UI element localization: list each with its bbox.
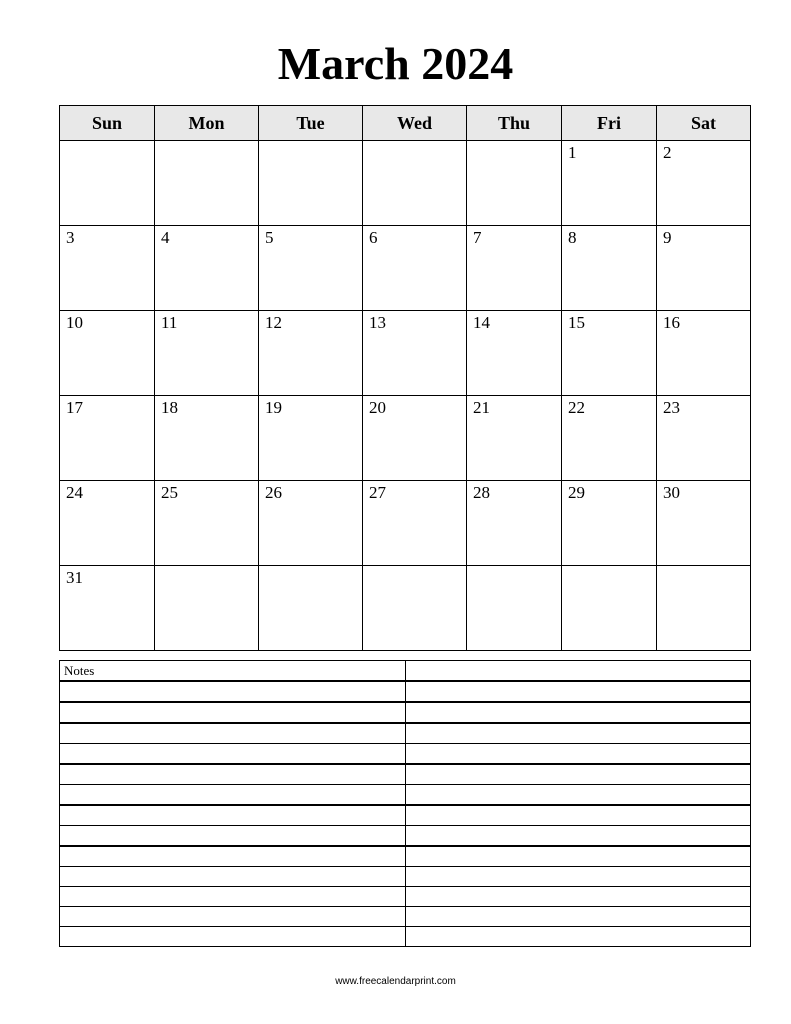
day-cell: [259, 141, 363, 226]
week-row: [60, 566, 751, 651]
day-cell: [363, 566, 467, 651]
notes-line: [406, 661, 751, 682]
day-cell: 15: [562, 311, 657, 396]
day-cell: [562, 566, 657, 651]
notes-line: [60, 764, 406, 785]
day-cell: 2: [657, 141, 751, 226]
notes-row: [60, 867, 751, 887]
day-cell: 5: [259, 226, 363, 311]
day-cell: 23: [657, 396, 751, 481]
day-cell: [657, 566, 751, 651]
week-row: [60, 481, 751, 566]
day-cell: 17: [60, 396, 155, 481]
week-row: [60, 226, 751, 311]
day-cell: 28: [467, 481, 562, 566]
notes-row: [60, 723, 751, 744]
week-row: [60, 311, 751, 396]
weekday-header: Fri: [562, 106, 657, 141]
day-cell: [467, 141, 562, 226]
notes-row: [60, 907, 751, 927]
day-cell: 11: [155, 311, 259, 396]
notes-line: [406, 702, 751, 723]
day-cell: 31: [60, 566, 155, 651]
day-cell: 25: [155, 481, 259, 566]
notes-row: [60, 702, 751, 723]
notes-line: [60, 846, 406, 867]
notes-row: [60, 805, 751, 826]
day-cell: 19: [259, 396, 363, 481]
notes-row: [60, 826, 751, 847]
notes-row: [60, 681, 751, 702]
weekday-header: Sun: [60, 106, 155, 141]
notes-line: [60, 887, 406, 907]
day-cell: 29: [562, 481, 657, 566]
day-cell: 16: [657, 311, 751, 396]
weekday-header: Wed: [363, 106, 467, 141]
notes-line: [406, 927, 751, 947]
day-cell: 12: [259, 311, 363, 396]
notes-line: [406, 826, 751, 847]
notes-line: [60, 826, 406, 847]
day-cell: 14: [467, 311, 562, 396]
day-cell: 13: [363, 311, 467, 396]
day-cell: 21: [467, 396, 562, 481]
day-cell: [259, 566, 363, 651]
day-cell: [467, 566, 562, 651]
day-cell: 24: [60, 481, 155, 566]
notes-line: [60, 927, 406, 947]
notes-line: [60, 907, 406, 927]
day-cell: 26: [259, 481, 363, 566]
day-cell: 27: [363, 481, 467, 566]
notes-line: [406, 785, 751, 806]
footer-url: www.freecalendarprint.com: [335, 976, 456, 987]
day-cell: 6: [363, 226, 467, 311]
day-cell: 22: [562, 396, 657, 481]
notes-row: [60, 744, 751, 765]
calendar-grid: [59, 105, 751, 651]
notes-line: [406, 744, 751, 765]
notes-row: [60, 764, 751, 785]
notes-row: [60, 846, 751, 867]
notes-line: [406, 867, 751, 887]
weekday-header: Sat: [657, 106, 751, 141]
day-cell: 18: [155, 396, 259, 481]
notes-table: [59, 660, 751, 947]
day-cell: 8: [562, 226, 657, 311]
notes-line: [406, 907, 751, 927]
day-cell: 20: [363, 396, 467, 481]
notes-line: [406, 681, 751, 702]
day-cell: [363, 141, 467, 226]
day-cell: 3: [60, 226, 155, 311]
day-cell: [155, 141, 259, 226]
day-cell: 10: [60, 311, 155, 396]
weekday-header: Thu: [467, 106, 562, 141]
notes-line: [60, 681, 406, 702]
notes-row: [60, 785, 751, 806]
notes-row: [60, 887, 751, 907]
notes-row: [60, 927, 751, 947]
day-cell: 1: [562, 141, 657, 226]
day-cell: 9: [657, 226, 751, 311]
notes-line: [60, 805, 406, 826]
weekday-header: Tue: [259, 106, 363, 141]
notes-line: [60, 723, 406, 744]
day-cell: [155, 566, 259, 651]
notes-line: [60, 867, 406, 887]
weekday-header: Mon: [155, 106, 259, 141]
notes-label: Notes: [60, 661, 406, 682]
day-cell: [60, 141, 155, 226]
notes-line: [406, 764, 751, 785]
weekday-header-row: [60, 106, 751, 141]
notes-line: [406, 723, 751, 744]
notes-line: [60, 785, 406, 806]
day-cell: 4: [155, 226, 259, 311]
notes-line: [406, 887, 751, 907]
notes-line: [406, 805, 751, 826]
notes-line: [60, 702, 406, 723]
notes-line: [406, 846, 751, 867]
notes-line: [60, 744, 406, 765]
week-row: [60, 396, 751, 481]
day-cell: 30: [657, 481, 751, 566]
page-title: March 2024: [277, 38, 514, 89]
notes-row: [60, 661, 751, 682]
week-row: [60, 141, 751, 226]
day-cell: 7: [467, 226, 562, 311]
